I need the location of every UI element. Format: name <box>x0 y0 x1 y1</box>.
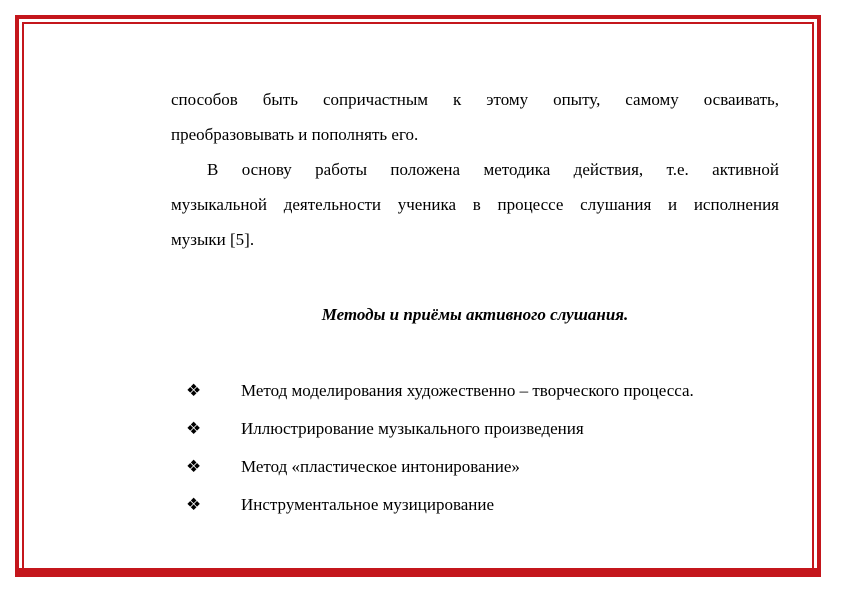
paragraph-2 <box>171 152 779 257</box>
list-item <box>186 372 806 410</box>
paragraph-1-line-2: преобразовывать и пополнять его. <box>171 125 419 144</box>
section-heading: Методы и приёмы активного слушания. <box>321 305 629 324</box>
list-item-text: Иллюстрирование музыкального произведения <box>241 419 584 438</box>
paragraph-1-line-1: способов быть сопричастным к этому опыту, самому осваивать, <box>171 90 779 109</box>
paragraph-2-line-2: музыкальной деятельности ученика в процессе слушания и исполнения <box>171 195 779 214</box>
paragraph-2-line-1 <box>171 152 779 187</box>
paragraph-1 <box>171 82 779 152</box>
list-item-text: Метод «пластическое интонирование» <box>241 457 520 476</box>
list-item <box>186 410 806 448</box>
list-item-text: Инструментальное музицирование <box>241 495 495 514</box>
diamond-quatrefoil-icon: ❖ <box>186 494 202 515</box>
list-item-text: Метод моделирования художественно – творческого процесса. <box>241 381 694 400</box>
diamond-quatrefoil-icon: ❖ <box>186 456 202 477</box>
diamond-quatrefoil-icon: ❖ <box>186 418 202 439</box>
paragraph-2-line-3: музыки [5]. <box>171 230 255 249</box>
methods-list <box>186 372 806 524</box>
page-border-bottom-band <box>15 568 821 577</box>
diamond-quatrefoil-icon: ❖ <box>186 380 202 401</box>
list-item <box>186 448 806 486</box>
paragraph-2-line-1-text: В основу работы положена методика действия, т.е. активной <box>207 160 779 179</box>
list-item <box>186 486 806 524</box>
